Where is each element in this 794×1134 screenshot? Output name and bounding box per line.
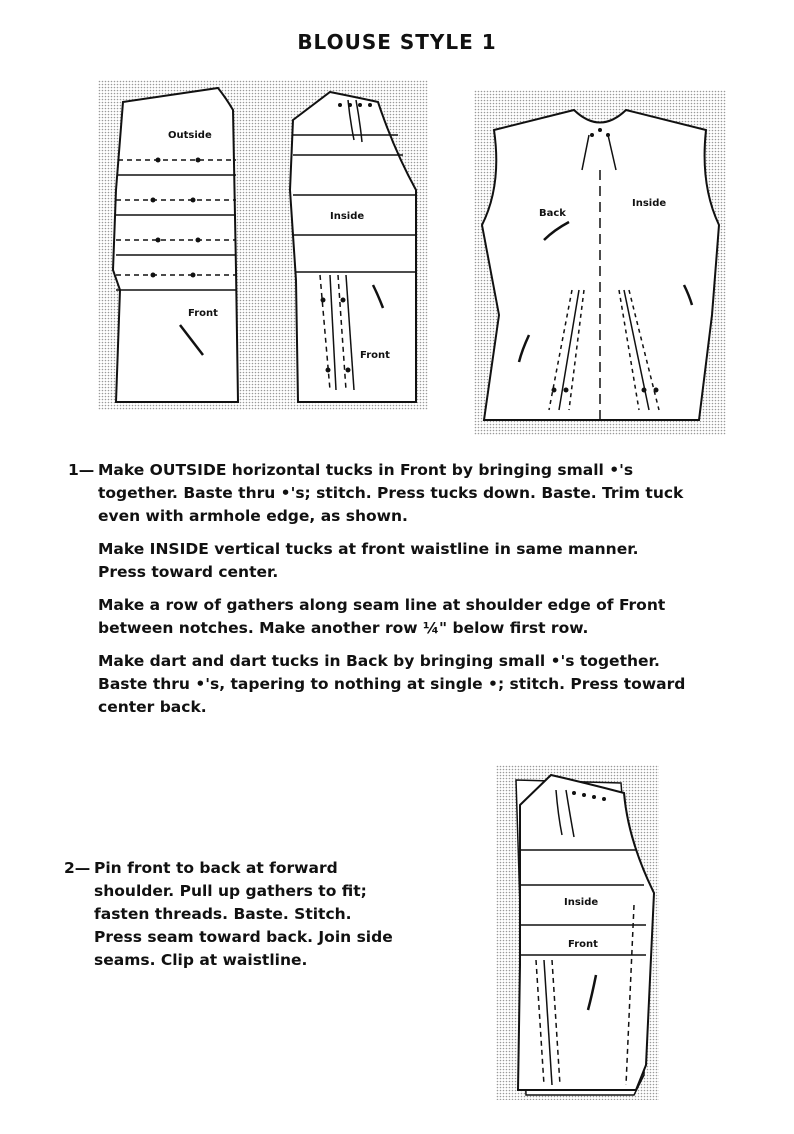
- step-1-number: 1—: [68, 461, 95, 479]
- label-front-right: Front: [360, 350, 390, 361]
- step-1-paragraph-4: Make dart and dart tucks in Back by bringing small •'s together. Baste thru •'s, tapering to nothing at single •; stitch. Press toward center back.: [98, 652, 686, 716]
- step-1-instructions: [68, 459, 688, 719]
- step-1-paragraph-1: Make OUTSIDE horizontal tucks in Front by bringing small •'s together. Baste thru •'s; stitch. Press tucks down. Baste. Trim tuck even with armhole edge, as shown.: [98, 461, 684, 525]
- label-back: Back: [539, 208, 566, 219]
- label-outside: Outside: [168, 130, 212, 141]
- label-back-inside: Inside: [632, 198, 667, 209]
- step-1-paragraph-3: Make a row of gathers along seam line at shoulder edge of Front between notches. Make another row ¼" below first row.: [98, 596, 666, 637]
- page-title: BLOUSE STYLE 1: [297, 30, 497, 54]
- label-front-left: Front: [188, 308, 218, 319]
- step-2-number: 2—: [64, 859, 91, 877]
- label-joined-inside: Inside: [564, 897, 599, 908]
- label-inside: Inside: [330, 211, 365, 222]
- label-joined-front: Front: [568, 939, 598, 950]
- front-pieces-illustration: [98, 80, 428, 410]
- step-2-paragraph: Pin front to back at forward shoulder. Pull up gathers to fit; fasten threads. Baste. Stitch. Press seam toward back. Join side seams. Clip at waistline.: [94, 859, 393, 969]
- step-2-instructions: [64, 857, 404, 972]
- back-piece-illustration: [474, 90, 726, 435]
- joined-pieces-illustration: [496, 765, 659, 1100]
- step-1-paragraph-2: Make INSIDE vertical tucks at front waistline in same manner. Press toward center.: [98, 540, 639, 581]
- back-piece: [482, 110, 719, 420]
